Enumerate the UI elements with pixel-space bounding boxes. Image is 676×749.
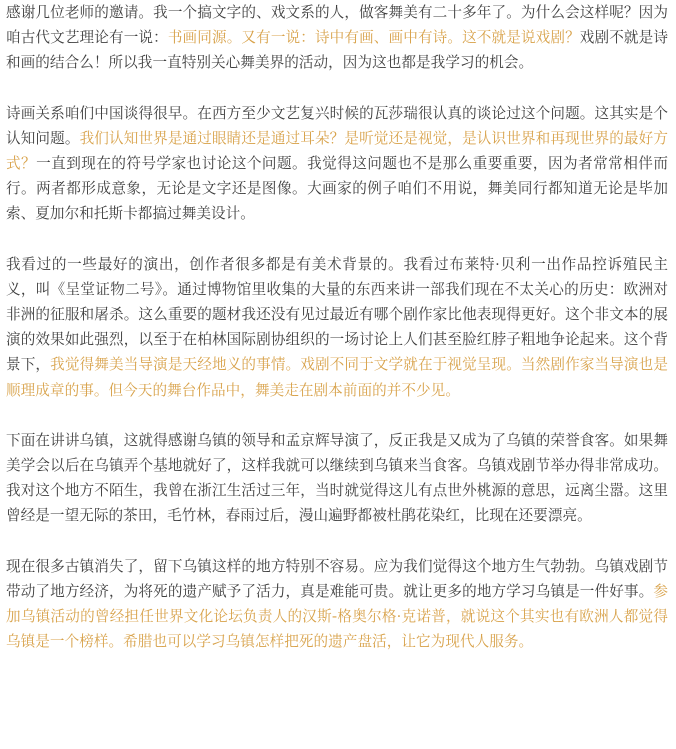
highlighted-quote: 我们认知世界是通过眼睛还是通过耳朵？是听觉还是视觉，是认识世界和再现世界的最好方式？: [6, 129, 668, 173]
highlighted-quote: 书画同源。又有一说：诗中有画、画中有诗。这不就是说戏剧？: [167, 29, 580, 47]
highlighted-quote: 我觉得舞美当导演是天经地义的事情。戏剧不同于文学就在于视觉呈现。当然剧作家当导演也是顺理成章的事。但今天的舞台作品中，舞美走在剧本前面的并不少见。: [6, 356, 668, 399]
text-segment: 下面在讲讲乌镇，这就得感谢乌镇的领导和孟京辉导演了，反正我是又成为了乌镇的荣誉食客。如果舞美学会以后在乌镇弄个基地就好了，这样我就可以继续到乌镇来当食客。乌镇戏剧节举办得非常成功。我对这个地方不陌生，我曾在浙江生活过三年，当时就觉得这儿有点世外桃源的意思，远离尘嚣。这里曾经是一望无际的茶田，毛竹林，春雨过后，漫山遍野都被杜鹃花染红，比现在还要漂亮。: [6, 431, 668, 525]
text-segment: 戏剧不就是诗和画的结合么！所以我一直特别关心舞美界的活动，因为这也都是我学习的机会。: [6, 29, 668, 72]
text-segment: 我看过的一些最好的演出，创作者很多都是有美术背景的。我看过布莱特·贝利一出作品控诉殖民主义，叫《呈堂证物二号》。通过博物馆里收集的大量的东西来讲一部我们现在不太关心的历史：欧洲对非洲的征服和屠杀。这么重要的题材我还没有见过最近有哪个剧作家比他表现得更好。这个非文本的展演的效果如此强烈，以至于在柏林国际剧协组织的一场讨论上人们甚至脸红脖子粗地争论起来。这个背景下，: [6, 255, 668, 374]
paragraph-4: [6, 428, 668, 529]
paragraph-3: [6, 252, 668, 403]
highlighted-quote: 参加乌镇活动的曾经担任世界文化论坛负责人的汉斯-格奥尔格·克诺普，就说这个其实也有欧洲人都觉得乌镇是一个榜样。希腊也可以学习乌镇怎样把死的遗产盘活，让它为现代人服务。: [6, 582, 668, 651]
text-segment: 诗画关系咱们中国谈得很早。在西方至少文艺复兴时候的瓦莎瑞很认真的谈论过这个问题。这其实是个认知问题。: [6, 104, 668, 147]
article-body: [6, 0, 668, 654]
paragraph-5: [6, 554, 668, 655]
paragraph-1: [6, 0, 668, 76]
text-segment: 感谢几位老师的邀请。我一个搞文字的、戏文系的人，做客舞美有二十多年了。为什么会这样呢？因为咱古代文艺理论有一说：: [6, 4, 668, 47]
text-segment: 一直到现在的符号学家也讨论这个问题。我觉得这问题也不是那么重要重要，因为者常常相伴而行。两者都形成意象，无论是文字还是图像。大画家的例子咱们不用说，舞美同行都知道无论是毕加索、夏加尔和托斯卡都搞过舞美设计。: [6, 155, 668, 223]
text-segment: 现在很多古镇消失了，留下乌镇这样的地方特别不容易。应为我们觉得这个地方生气勃勃。乌镇戏剧节带动了地方经济，为将死的遗产赋予了活力，真是难能可贵。就让更多的地方学习乌镇是一件好事。: [6, 557, 668, 600]
paragraph-2: [6, 101, 668, 227]
